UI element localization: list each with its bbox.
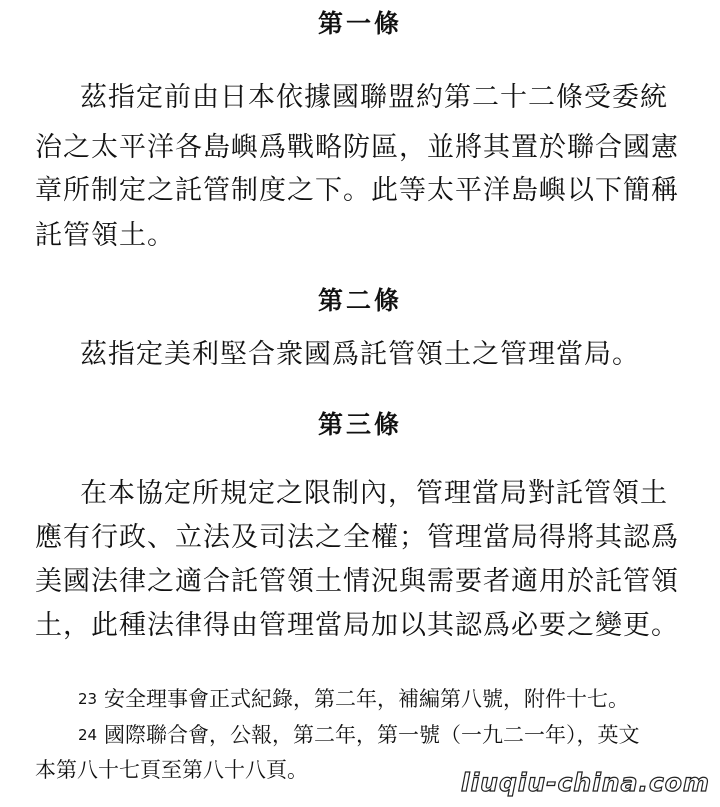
article-3-heading: 第三條 [317,410,402,439]
article-1-line-4: 託管領土。 [35,220,175,251]
article-1-heading: 第一條 [317,9,402,38]
footnote-24 [78,725,640,746]
footnote-23-number: 23 [78,690,98,708]
footnote-24-number: 24 [78,726,98,744]
article-1-line-3: 章所制定之託管制度之下。此等太平洋島嶼以下簡稱 [35,175,679,206]
article-3-line-2: 應有行政、立法及司法之全權；管理當局得將其認爲 [35,522,679,553]
footnote-24-text: 國際聯合會，公報，第二年，第一號（一九二一年），英文 [104,723,640,747]
footnote-23-text: 安全理事會正式紀錄，第二年，補編第八號，附件十七。 [104,687,629,711]
watermark: liuqiu-china.com [461,768,710,797]
article-2-line-1: 茲指定美利堅合衆國爲託管領土之管理當局。 [80,339,640,370]
article-3-line-1: 在本協定所規定之限制內，管理當局對託管領土 [80,478,668,509]
footnote-24-continuation: 本第八十七頁至第八十八頁。 [35,758,308,782]
article-3-line-3: 美國法律之適合託管領土情況與需要者適用於託管領 [35,566,679,597]
footnote-23 [78,689,629,710]
article-1-line-1: 茲指定前由日本依據國聯盟約第二十二條受委統 [80,82,668,113]
article-3-line-4: 土，此種法律得由管理當局加以其認爲必要之變更。 [35,610,679,641]
article-2-heading: 第二條 [317,286,402,315]
article-1-line-2: 治之太平洋各島嶼爲戰略防區，並將其置於聯合國憲 [35,132,679,163]
